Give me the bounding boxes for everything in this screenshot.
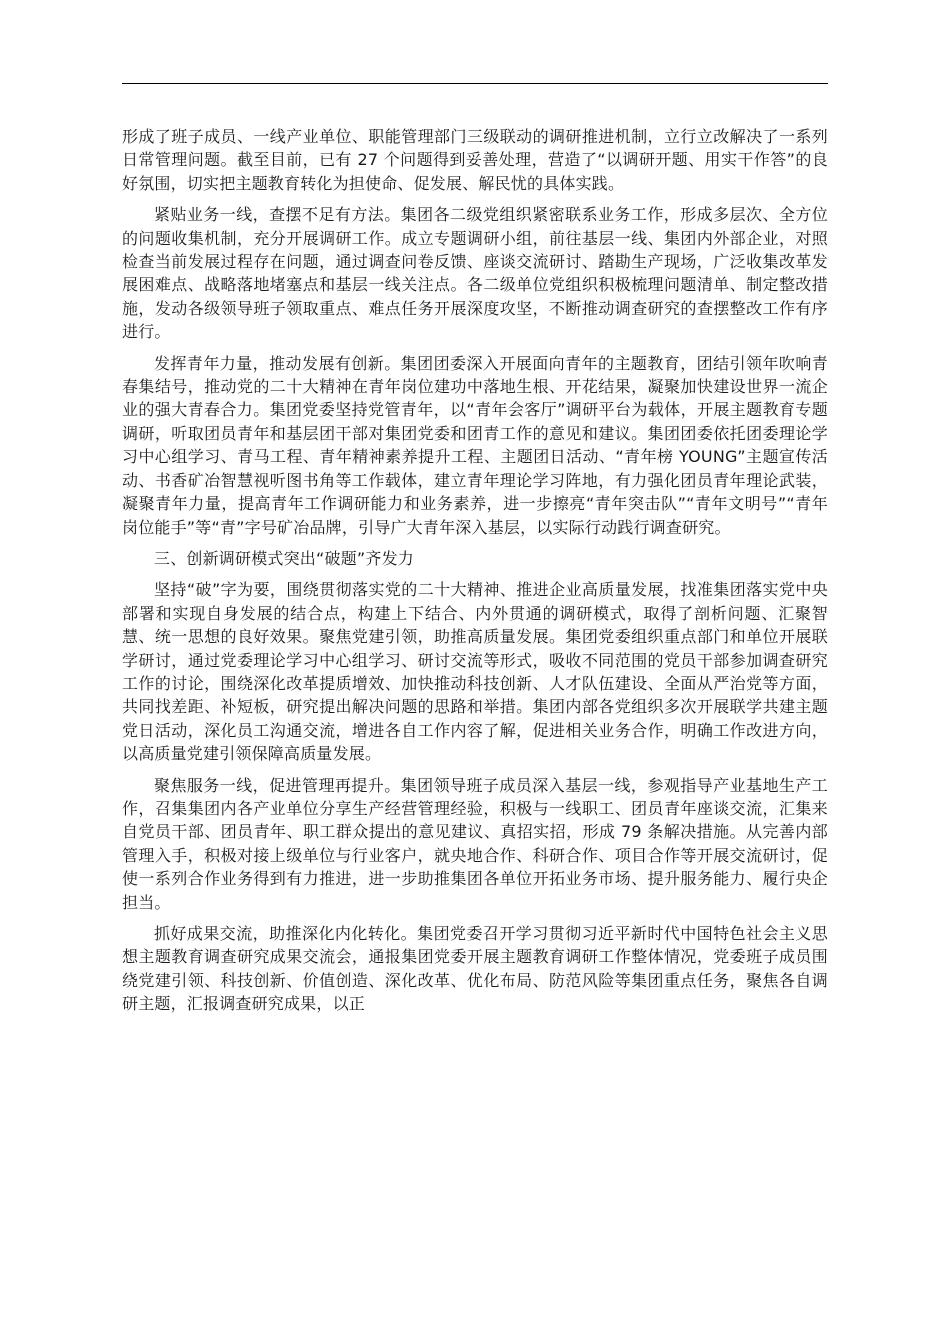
section-heading: 三、创新调研模式突出“破题”齐发力: [154, 548, 414, 568]
paragraph-service-frontline: 聚焦服务一线，促进管理再提升。集团领导班子成员深入基层一线，参观指导产业基地生产工作，召集集团内各产业单位分享生产经营管理经验，积极与一线职工、团员青年座谈交流，汇集来自党员干部、团员青年、职工群众提出的意见建议、真招实招，形成 79 条解决措施。从完善内部管理入手，积极对接上级单位与行业客户，就央地合作、科研合作、项目合作等开展交流研讨，促使一系列合作业务得到有力推进，进一步助推集团各单位开拓业务市场、提升服务能力、履行央企担当。: [122, 775, 828, 912]
paragraph-business-frontline: 紧贴业务一线，查摆不足有方法。集团各二级党组织紧密联系业务工作，形成多层次、全方位的问题收集机制，充分开展调研工作。成立专题调研小组，前往基层一线、集团内外部企业，对照检查当前发展过程存在问题，通过调查问卷反馈、座谈交流研讨、踏勘生产现场，广泛收集改革发展困难点、战略落地堵塞点和基层一线关注点。各二级单位党组织积极梳理问题清单、制定整改措施，发动各级领导班子领取重点、难点任务开展深度攻坚，不断推动调查研究的查摆整改工作有序进行。: [122, 205, 828, 342]
paragraph-po-principle: 坚持“破”字为要，围绕贯彻落实党的二十大精神、推进企业高质量发展，找准集团落实党中央部署和实现自身发展的结合点，构建上下结合、内外贯通的调研模式，取得了剖析问题、汇聚智慧、统一思想的良好效果。聚焦党建引领，助推高质量发展。集团党委组织重点部门和单位开展联学研讨，通过党委理论学习中心组学习、研讨交流等形式，吸收不同范围的党员干部参加调查研究工作的讨论，围绕深化改革提质增效、加快推动科技创新、人才队伍建设、全面从严治党等方面，共同找差距、补短板，研究提出解决问题的思路和举措。集团内部各党组织多次开展联学共建主题党日活动，深化员工沟通交流，增进各自工作内容了解，促进相关业务合作，明确工作改进方向，以高质量党建引领保障高质量发展。: [122, 580, 828, 764]
paragraph-continuation: 形成了班子成员、一线产业单位、职能管理部门三级联动的调研推进机制，立行立改解决了一系列日常管理问题。截至目前，已有 27 个问题得到妥善处理，营造了“以调研开题、用实干作答”的良好氛围，切实把主题教育转化为担使命、促发展、解民忧的具体实践。: [122, 127, 828, 193]
header-rule: [122, 83, 828, 84]
paragraph-results-exchange: 抓好成果交流，助推深化内化转化。集团党委召开学习贯彻习近平新时代中国特色社会主义思想主题教育调查研究成果交流会，通报集团党委开展主题教育调研工作整体情况，党委班子成员围绕党建引领、科技创新、价值创造、深化改革、优化布局、防范风险等集团重点任务，聚焦各自调研主题，汇报调查研究成果，以正: [122, 924, 828, 1014]
paragraph-youth-power: 发挥青年力量，推动发展有创新。集团团委深入开展面向青年的主题教育，团结引领年吹响青春集结号，推动党的二十大精神在青年岗位建功中落地生根、开花结果，凝聚加快建设世界一流企业的强大青春合力。集团党委坚持党管青年，以“青年会客厅”调研平台为载体，开展主题教育专题调研，听取团员青年和基层团干部对集团党委和团青工作的意见和建议。集团团委依托团委理论学习中心组学习、青马工程、青年精神素养提升工程、主题团日活动、“青年榜 YOUNG”主题宣传活动、书香矿冶智慧视听图书角等工作载体，建立青年理论学习阵地，有力强化团员青年理论武装，凝聚青年力量，提高青年工作调研能力和业务素养，进一步擦亮“青年突击队”“青年文明号”“青年岗位能手”等“青”字号矿冶品牌，引导广大青年深入基层，以实际行动践行调查研究。: [122, 353, 828, 537]
document-body: [122, 125, 828, 1024]
